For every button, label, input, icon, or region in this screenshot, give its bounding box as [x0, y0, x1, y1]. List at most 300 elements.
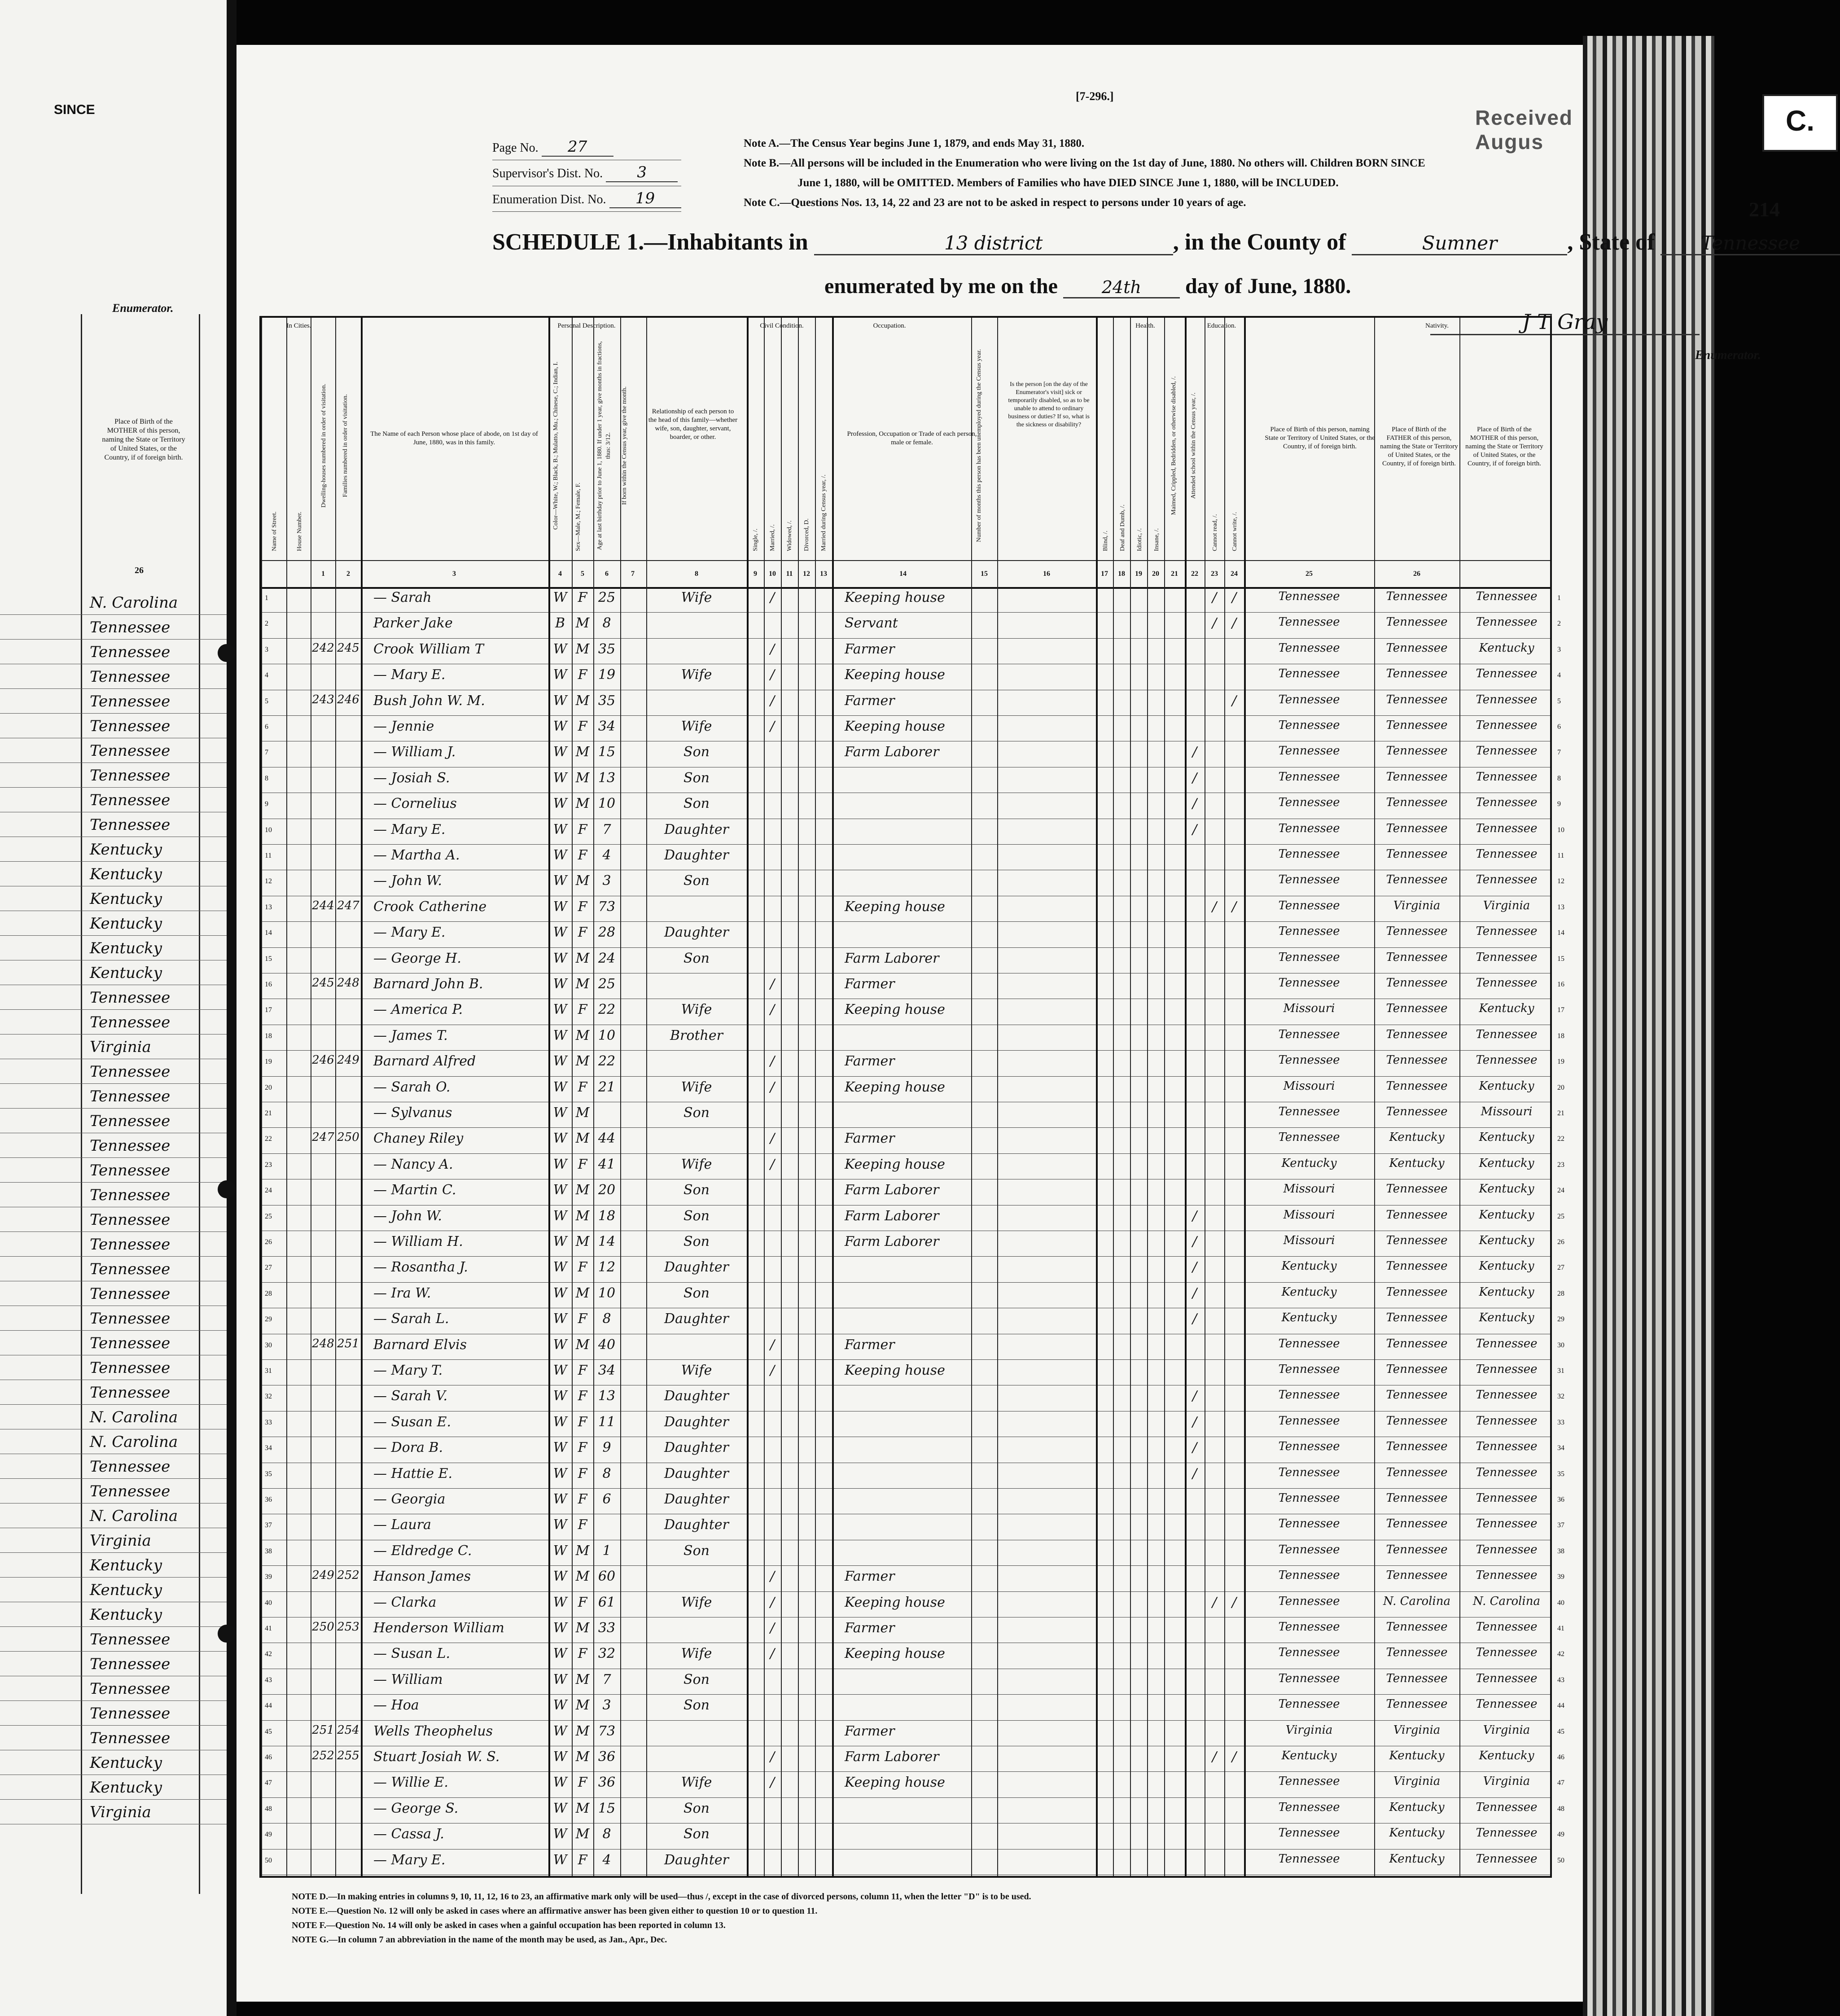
left-birthplace-row — [0, 1479, 227, 1503]
cell-sex: M — [575, 1234, 590, 1249]
cell-color: W — [553, 1543, 567, 1559]
cell-sex: F — [578, 821, 587, 837]
left-birthplace: Tennessee — [90, 1260, 171, 1278]
cell-bm: Tennessee — [1476, 1646, 1538, 1660]
column-number-row — [261, 560, 1550, 588]
state-field: Tennessee — [1660, 232, 1840, 255]
cell-b: Tennessee — [1278, 1465, 1340, 1479]
cell-sex: M — [575, 692, 590, 709]
left-birthplace: Kentucky — [90, 1779, 162, 1797]
cell-name: Crook William T — [373, 641, 484, 657]
left-birthplace: Tennessee — [90, 643, 171, 661]
cell-b: Tennessee — [1278, 1775, 1340, 1788]
table-row — [261, 973, 1564, 999]
cell-occ: Keeping house — [845, 719, 945, 734]
schedule-lead: SCHEDULE 1.—Inhabitants in — [492, 229, 808, 255]
left-birthplace-row — [0, 664, 227, 689]
left-birthplace: Virginia — [90, 1038, 151, 1056]
table-row — [261, 1566, 1564, 1591]
cell-age: 8 — [602, 1826, 611, 1842]
cell-bf: Tennessee — [1386, 1259, 1448, 1273]
row-number-right: 2 — [1557, 620, 1561, 628]
row-number: 36 — [265, 1496, 272, 1503]
page-binding — [227, 0, 237, 2016]
row-number-right: 34 — [1557, 1444, 1564, 1452]
column-rule — [335, 318, 336, 1876]
table-row — [261, 587, 1561, 613]
cell-b: Missouri — [1283, 1208, 1335, 1222]
row-number: 14 — [265, 929, 272, 937]
cell-bm: Tennessee — [1476, 667, 1538, 681]
cell-b: Tennessee — [1278, 590, 1340, 603]
cell-sch: / — [1192, 1208, 1197, 1224]
row-number: 1 — [265, 594, 268, 602]
cell-sex: F — [578, 1594, 587, 1610]
colhead-relationship: Relationship of each person to the head of this family—whether wife, son, daughter, servant, boarder, or other. — [648, 408, 738, 441]
cell-m: / — [770, 641, 775, 657]
cell-wr: / — [1231, 590, 1237, 605]
cell-occ: Farmer — [845, 641, 895, 657]
cell-m: / — [770, 1363, 775, 1378]
left-birthplace-row — [0, 1676, 227, 1701]
cell-bm: Kentucky — [1479, 1259, 1534, 1273]
cell-rel: Son — [683, 1105, 710, 1121]
cell-name: — Mary E. — [373, 1852, 446, 1868]
cell-occ: Farmer — [845, 976, 895, 992]
cell-rel: Son — [683, 770, 710, 786]
cell-color: W — [553, 821, 567, 837]
left-birthplace: Tennessee — [90, 1729, 171, 1747]
table-row — [261, 1823, 1564, 1849]
column-number: 19 — [1135, 570, 1142, 578]
cell-bf: Tennessee — [1386, 1337, 1448, 1350]
cell-occ: Farmer — [845, 1723, 895, 1739]
cell-b: Kentucky — [1281, 1156, 1337, 1170]
cell-rel: Daughter — [664, 1517, 729, 1533]
row-number-right: 47 — [1557, 1779, 1564, 1787]
table-row — [261, 1463, 1564, 1489]
cell-sex: M — [575, 1543, 590, 1559]
cell-name: — Clarka — [373, 1594, 437, 1610]
cell-color: W — [553, 1569, 567, 1585]
left-birthplace-row — [0, 615, 227, 640]
left-birthplace: Tennessee — [90, 816, 171, 834]
column-rule — [620, 318, 621, 1876]
cell-b: Tennessee — [1278, 1440, 1340, 1454]
colhead-deaf: Deaf and Dumb, /. — [1119, 504, 1126, 551]
cell-bm: Tennessee — [1476, 1027, 1538, 1041]
stamped-page-number: 214 — [1749, 198, 1780, 221]
cell-bf: Tennessee — [1386, 1053, 1448, 1067]
cell-bm: Tennessee — [1476, 796, 1538, 810]
column-rule — [1130, 318, 1131, 1876]
cell-b: Tennessee — [1278, 1388, 1340, 1402]
cell-occ: Keeping house — [845, 1646, 945, 1662]
cell-dw: 252 — [312, 1749, 334, 1762]
left-birthplace-row — [0, 1578, 227, 1602]
cell-name: Chaney Riley — [373, 1131, 464, 1147]
row-number: 29 — [265, 1315, 272, 1324]
cell-sch: / — [1192, 1414, 1197, 1430]
left-column-number: 26 — [135, 565, 144, 575]
cell-sch: / — [1192, 1259, 1197, 1275]
cell-bm: Tennessee — [1476, 1620, 1538, 1634]
cell-sex: M — [575, 641, 590, 657]
cell-sex: F — [578, 1852, 587, 1868]
colhead-married-year: Married during Census year, /. — [820, 474, 827, 551]
cell-bm: Tennessee — [1476, 976, 1538, 990]
cell-bm: Tennessee — [1476, 744, 1538, 758]
cell-age: 34 — [598, 1363, 616, 1378]
cell-sex: F — [578, 898, 587, 915]
cell-m: / — [770, 1079, 775, 1095]
cell-rel: Wife — [681, 1156, 712, 1172]
cell-bf: Tennessee — [1386, 1671, 1448, 1685]
left-birthplace-row — [0, 714, 227, 738]
cell-age: 4 — [602, 847, 611, 863]
left-birthplace: Tennessee — [90, 1680, 171, 1698]
cell-bm: Tennessee — [1476, 1852, 1538, 1866]
cell-b: Tennessee — [1278, 744, 1340, 758]
note-b: Note B.—All persons will be included in the Enumeration who were living on the 1st day of June, 1880. No others will. Children BORN SINCE — [744, 157, 1425, 169]
left-birthplace-row — [0, 1158, 227, 1183]
row-number-right: 27 — [1557, 1264, 1564, 1272]
cell-bm: Tennessee — [1476, 692, 1538, 706]
county-label: , in the County of — [1173, 229, 1346, 255]
row-number-right: 25 — [1557, 1212, 1564, 1220]
left-birthplace: Kentucky — [90, 1556, 162, 1574]
cell-rel: Son — [683, 1285, 710, 1301]
column-number: 1 — [321, 570, 325, 578]
cell-b: Tennessee — [1278, 1491, 1340, 1505]
cell-name: — Susan E. — [373, 1414, 451, 1430]
left-birthplace: Kentucky — [90, 939, 162, 957]
colhead-street: Name of Street. — [271, 511, 278, 551]
cell-wr: / — [1231, 692, 1237, 709]
cell-wr: / — [1231, 1749, 1237, 1765]
left-birthplace: Tennessee — [90, 1705, 171, 1722]
left-birthplace: Tennessee — [90, 668, 171, 686]
row-number-right: 48 — [1557, 1805, 1564, 1813]
table-row — [261, 1746, 1564, 1772]
row-number-right: 16 — [1557, 981, 1564, 988]
cell-age: 35 — [598, 641, 616, 657]
cell-age: 32 — [598, 1646, 616, 1662]
cell-color: W — [553, 1027, 567, 1043]
cell-dw: 244 — [312, 898, 334, 912]
cell-sex: M — [575, 1671, 590, 1687]
cell-occ: Keeping house — [845, 1002, 945, 1018]
cell-age: 14 — [598, 1234, 616, 1249]
cell-sex: M — [575, 1053, 590, 1069]
row-number-right: 14 — [1557, 929, 1564, 937]
cell-name: — Josiah S. — [373, 770, 450, 786]
table-row — [261, 1772, 1564, 1797]
cell-rel: Daughter — [664, 847, 729, 863]
cell-name: — Jennie — [373, 719, 434, 734]
cell-age: 15 — [598, 1800, 616, 1816]
table-row — [261, 767, 1561, 793]
left-birthplace: N. Carolina — [90, 1507, 178, 1525]
note-b-continued: June 1, 1880, will be OMITTED. Members of Families who have DIED SINCE June 1, 1880, will be INCLUDED. — [797, 177, 1339, 189]
table-row — [261, 1257, 1564, 1282]
cell-name: Barnard Elvis — [373, 1337, 467, 1353]
left-birthplace: Kentucky — [90, 890, 162, 908]
row-number-right: 29 — [1557, 1315, 1564, 1324]
row-number-right: 11 — [1557, 852, 1564, 859]
left-birthplace: Tennessee — [90, 1112, 171, 1130]
row-number: 41 — [265, 1625, 272, 1632]
cell-bm: Tennessee — [1476, 1697, 1538, 1711]
cell-bm: Kentucky — [1479, 1311, 1534, 1325]
cell-b: Kentucky — [1281, 1311, 1337, 1325]
cell-m: / — [770, 1337, 775, 1353]
cell-rel: Wife — [681, 1594, 712, 1610]
cell-bm: Tennessee — [1476, 1388, 1538, 1402]
cell-rel: Wife — [681, 719, 712, 734]
cell-name: — George S. — [373, 1800, 459, 1816]
row-number-right: 45 — [1557, 1727, 1564, 1736]
left-birthplace: Tennessee — [90, 1236, 171, 1253]
table-row — [261, 716, 1561, 741]
cell-age: 22 — [598, 1053, 616, 1069]
cell-b: Tennessee — [1278, 1800, 1340, 1814]
cell-dw: 251 — [312, 1723, 334, 1737]
row-number: 17 — [265, 1006, 272, 1014]
cell-occ: Keeping house — [845, 898, 945, 915]
cell-name: — James T. — [373, 1027, 448, 1043]
row-number: 6 — [265, 723, 268, 731]
cell-dw: 250 — [312, 1620, 334, 1634]
cell-age: 25 — [598, 976, 616, 992]
cell-sex: M — [575, 950, 590, 966]
left-birthplace-row — [0, 1553, 227, 1578]
cell-rel: Wife — [681, 590, 712, 605]
group-nativity: Nativity. — [1425, 322, 1449, 329]
row-number-right: 8 — [1557, 774, 1561, 782]
colhead-divorced: Divorced, D. — [803, 518, 810, 551]
row-number: 48 — [265, 1805, 272, 1813]
cell-name: — George H. — [373, 950, 461, 966]
cell-bf: Tennessee — [1386, 1363, 1448, 1376]
cell-bm: Tennessee — [1476, 950, 1538, 964]
column-number: 6 — [605, 570, 609, 578]
row-number-right: 32 — [1557, 1393, 1564, 1401]
cell-age: 10 — [598, 1285, 616, 1301]
row-number-right: 23 — [1557, 1161, 1564, 1169]
cell-name: — Sarah O. — [373, 1079, 451, 1095]
row-number: 50 — [265, 1856, 272, 1864]
cell-sex: M — [575, 1569, 590, 1585]
cell-name: — Cornelius — [373, 796, 457, 812]
column-rule — [1244, 318, 1246, 1876]
left-birthplace-row — [0, 1109, 227, 1133]
cell-sex: M — [575, 1749, 590, 1765]
cell-sex: M — [575, 873, 590, 889]
cell-b: Tennessee — [1278, 1131, 1340, 1144]
table-row — [261, 1489, 1564, 1514]
colhead-profession: Profession, Occupation or Trade of each person, male or female. — [847, 430, 977, 446]
cell-color: W — [553, 1723, 567, 1739]
left-birthplace-row — [0, 1257, 227, 1281]
cell-sex: M — [575, 1800, 590, 1816]
cell-age: 25 — [598, 590, 616, 605]
cell-bf: Tennessee — [1386, 667, 1448, 681]
cell-m: / — [770, 1569, 775, 1585]
column-number: 18 — [1118, 570, 1125, 578]
cell-age: 73 — [598, 898, 616, 915]
row-number-right: 31 — [1557, 1367, 1564, 1375]
cell-sch: / — [1192, 744, 1197, 760]
cell-fam: 245 — [337, 641, 359, 655]
column-rule — [646, 318, 647, 1876]
colhead-dwelling: Dwelling-houses numbered in order of visitation. — [320, 383, 327, 508]
day-field: 24th — [1063, 277, 1180, 298]
cell-sex: M — [575, 1027, 590, 1043]
row-number-right: 5 — [1557, 697, 1561, 705]
cell-b: Tennessee — [1278, 1569, 1340, 1582]
left-birthplace-row — [0, 1454, 227, 1479]
colhead-months-unemployed: Number of months this person has been unemployed during the Census year. — [976, 349, 982, 543]
cell-fam: 252 — [337, 1569, 359, 1582]
table-row — [261, 741, 1561, 767]
cell-bf: Tennessee — [1386, 1105, 1448, 1118]
cell-color: W — [553, 847, 567, 863]
cell-b: Tennessee — [1278, 1543, 1340, 1556]
cell-name: Stuart Josiah W. S. — [373, 1749, 500, 1765]
cell-dw: 248 — [312, 1337, 334, 1350]
enumerated-tail: day of June, 1880. — [1185, 274, 1351, 298]
column-rule — [832, 318, 834, 1876]
cell-b: Missouri — [1283, 1002, 1335, 1016]
cell-rel: Son — [683, 1208, 710, 1224]
column-number: 22 — [1191, 570, 1198, 578]
enumerator-signature: J T Gray — [1430, 310, 1700, 335]
cell-b: Kentucky — [1281, 1285, 1337, 1299]
cell-name: — Mary E. — [373, 667, 446, 683]
cell-bf: Kentucky — [1389, 1131, 1445, 1144]
row-number: 28 — [265, 1289, 272, 1297]
cell-m: / — [770, 1156, 775, 1172]
cell-b: Tennessee — [1278, 667, 1340, 681]
row-number: 12 — [265, 877, 272, 885]
cell-rel: Daughter — [664, 1440, 729, 1456]
row-number: 24 — [265, 1187, 272, 1195]
cell-bf: Tennessee — [1386, 796, 1448, 810]
row-number-right: 1 — [1557, 594, 1561, 602]
row-number-right: 42 — [1557, 1650, 1564, 1658]
column-number: 26 — [1413, 570, 1420, 578]
cell-rel: Son — [683, 873, 710, 889]
cell-b: Tennessee — [1278, 1363, 1340, 1376]
cell-name: Barnard Alfred — [373, 1053, 476, 1069]
row-number: 18 — [265, 1032, 272, 1040]
colhead-month-born: If born within the Census year, give the month. — [621, 386, 628, 505]
table-row — [261, 1798, 1564, 1823]
cell-occ: Farm Laborer — [845, 1749, 939, 1765]
cell-sex: M — [575, 1208, 590, 1224]
cell-rel: Daughter — [664, 1491, 729, 1507]
cell-color: W — [553, 692, 567, 709]
cell-name: Parker Jake — [373, 615, 453, 631]
cell-b: Tennessee — [1278, 1053, 1340, 1067]
cell-color: W — [553, 1775, 567, 1791]
cell-bm: Tennessee — [1476, 1465, 1538, 1479]
cell-rel: Son — [683, 744, 710, 760]
cell-color: W — [553, 1337, 567, 1353]
district-field: 13 district — [814, 232, 1173, 255]
cell-sex: M — [575, 1182, 590, 1198]
left-birthplace: Tennessee — [90, 1655, 171, 1673]
left-birthplace: Tennessee — [90, 1384, 171, 1402]
cell-sex: F — [578, 1414, 587, 1430]
cell-m: / — [770, 1131, 775, 1147]
cell-b: Tennessee — [1278, 1027, 1340, 1041]
left-birthplace-row — [0, 886, 227, 911]
left-birthplace-list — [0, 590, 227, 1824]
row-number-right: 15 — [1557, 955, 1564, 963]
cell-fam: 250 — [337, 1131, 359, 1144]
row-number-right: 30 — [1557, 1341, 1564, 1349]
left-birthplace-row — [0, 590, 227, 615]
cell-bf: Tennessee — [1386, 1620, 1448, 1634]
cell-age: 24 — [598, 950, 616, 966]
cell-occ: Farmer — [845, 1620, 895, 1636]
row-number: 27 — [265, 1264, 272, 1272]
cell-bf: Tennessee — [1386, 692, 1448, 706]
row-number-right: 37 — [1557, 1521, 1564, 1530]
cell-sex: M — [575, 1826, 590, 1842]
cell-age: 8 — [602, 1311, 611, 1327]
column-number: 3 — [452, 570, 456, 578]
cell-name: — Eldredge C. — [373, 1543, 472, 1559]
row-number: 13 — [265, 903, 272, 911]
cell-color: W — [553, 1671, 567, 1687]
table-row — [261, 922, 1564, 947]
cell-color: W — [553, 898, 567, 915]
received-stamp: Received Augus — [1475, 106, 1573, 153]
row-number-right: 19 — [1557, 1058, 1564, 1066]
cell-rd: / — [1212, 615, 1217, 631]
table-row — [261, 1643, 1564, 1669]
row-number-right: 26 — [1557, 1238, 1564, 1246]
cell-age: 41 — [598, 1156, 616, 1172]
cell-b: Tennessee — [1278, 1517, 1340, 1531]
cell-b: Tennessee — [1278, 1697, 1340, 1711]
column-number: 16 — [1043, 570, 1050, 578]
cell-bf: Tennessee — [1386, 719, 1448, 732]
row-number-right: 41 — [1557, 1625, 1564, 1632]
cell-bf: Tennessee — [1386, 1182, 1448, 1196]
left-birthplace-row — [0, 763, 227, 788]
column-number: 12 — [803, 570, 810, 578]
cell-b: Virginia — [1285, 1723, 1333, 1737]
cell-sex: F — [578, 1363, 587, 1378]
row-number-right: 24 — [1557, 1187, 1564, 1195]
cell-rd: / — [1212, 1594, 1217, 1610]
cell-name: Bush John W. M. — [373, 692, 485, 709]
cell-b: Tennessee — [1278, 1671, 1340, 1685]
cell-bf: Tennessee — [1386, 950, 1448, 964]
cell-bm: Tennessee — [1476, 615, 1538, 629]
left-birthplace: Kentucky — [90, 1606, 162, 1624]
left-birthplace: Kentucky — [90, 915, 162, 933]
cell-color: W — [553, 1234, 567, 1249]
cell-sex: F — [578, 667, 587, 683]
cell-bf: Tennessee — [1386, 821, 1448, 835]
note-a: Note A.—The Census Year begins June 1, 1879, and ends May 31, 1880. — [744, 137, 1085, 149]
cell-age: 3 — [602, 873, 611, 889]
